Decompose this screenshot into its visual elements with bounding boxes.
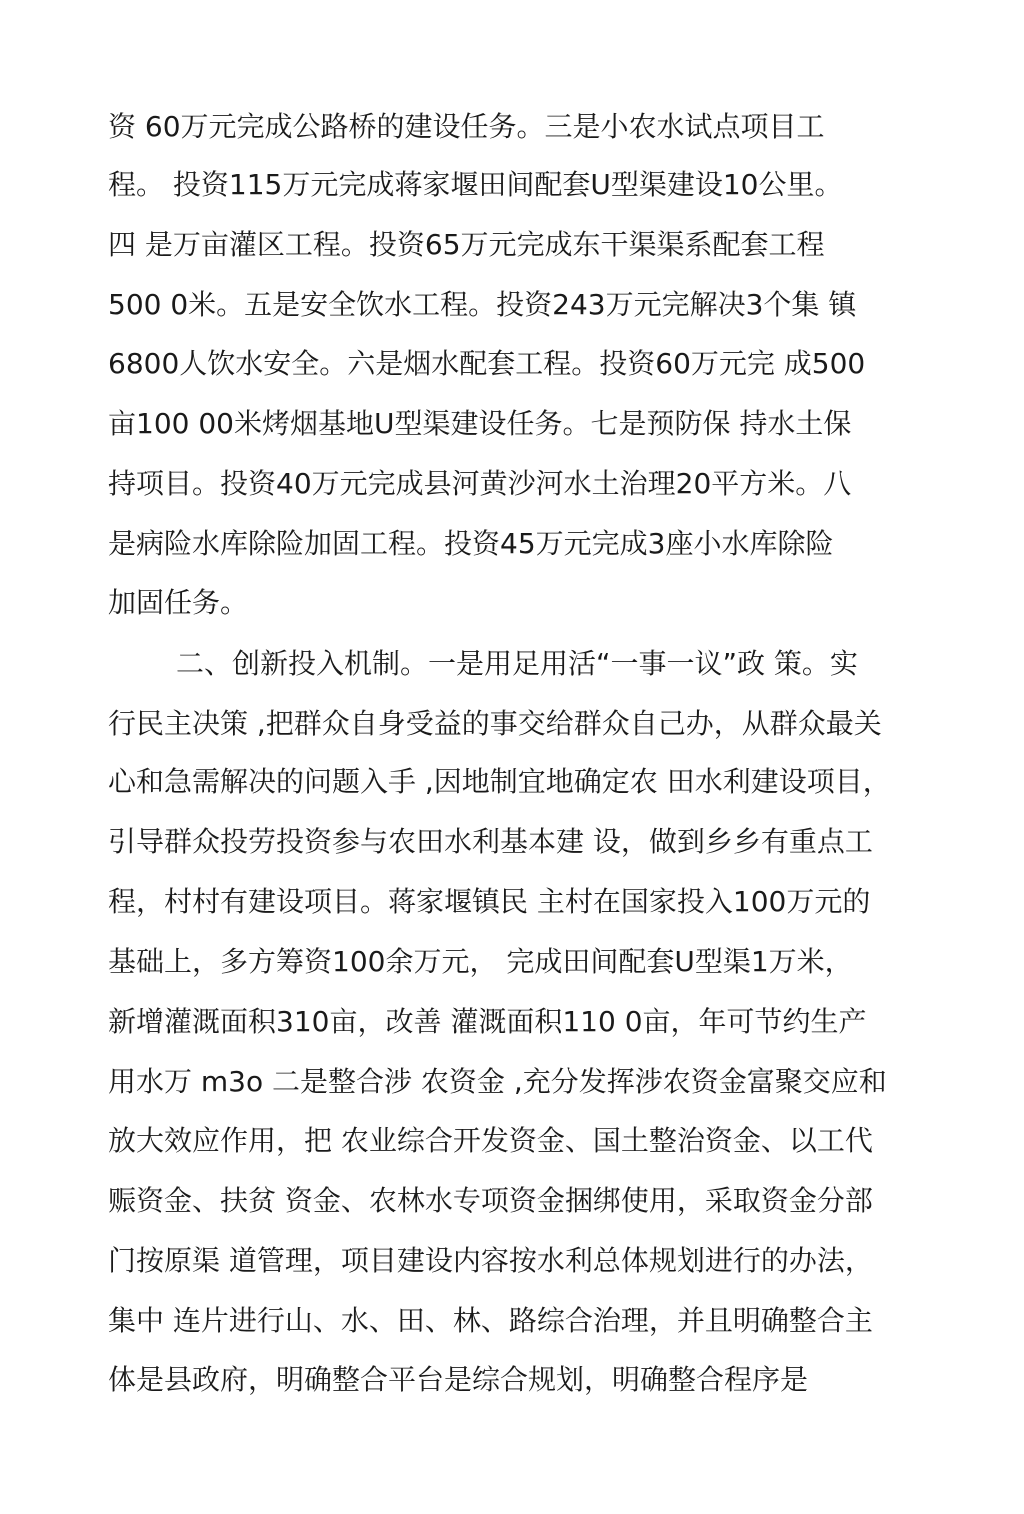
text-line: 500 0米。五是安全饮水工程。投资243万元完解决3个集 镇 xyxy=(108,288,857,321)
paragraph-heading-line: 二、创新投入机制。一是用足用活“一事一议”政 策。实 xyxy=(176,647,858,680)
text-line: 集中 连片进行山、水、田、林、路综合治理，并且明确整合主 xyxy=(108,1304,873,1337)
text-line: 是病险水库除险加固工程。投资45万元完成3座小水库除险 xyxy=(108,527,834,560)
text-line: 引导群众投劳投资参与农田水利基本建 设，做到乡乡有重点工 xyxy=(108,825,873,858)
text-line: 资 60万元完成公路桥的建设任务。三是小农水试点项目工 xyxy=(108,110,825,143)
text-line: 亩100 00米烤烟基地U型渠建设任务。七是预防保 持水土保 xyxy=(108,407,852,440)
text-line: 程。 投资115万元完成蒋家堰田间配套U型渠建设10公里。 xyxy=(108,168,843,201)
text-line: 6800人饮水安全。六是烟水配套工程。投资60万元完 成500 xyxy=(108,347,866,380)
text-line: 用水万 m3o 二是整合涉 农资金 ,充分发挥涉农资金富聚交应和 xyxy=(108,1065,887,1098)
text-line: 基础上，多方筹资100余万元， 完成田间配套U型渠1万米， xyxy=(108,945,853,978)
text-line: 门按原渠 道管理，项目建设内容按水利总体规划进行的办法， xyxy=(108,1244,873,1277)
text-line: 新增灌溉面积310亩，改善 灌溉面积110 0亩，年可节约生产 xyxy=(108,1005,867,1038)
text-line: 程，村村有建设项目。蒋家堰镇民 主村在国家投入100万元的 xyxy=(108,885,871,918)
text-line: 四 是万亩灌区工程。投资65万元完成东干渠渠系配套工程 xyxy=(108,228,825,261)
text-line: 心和急需解决的问题入手 ,因地制宜地确定农 田水利建设项目， xyxy=(108,765,891,798)
text-line: 持项目。投资40万元完成县河黄沙河水土治理20平方米。八 xyxy=(108,467,852,500)
text-line: 放大效应作用，把 农业综合开发资金、国土整治资金、以工代 xyxy=(108,1124,873,1157)
text-line: 行民主决策 ,把群众自身受益的事交给群众自己办，从群众最关 xyxy=(108,707,882,740)
text-line: 加固任务。 xyxy=(108,586,249,619)
text-line: 赈资金、扶贫 资金、农林水专项资金捆绑使用，采取资金分部 xyxy=(108,1184,873,1217)
text-line: 体是县政府，明确整合平台是综合规划，明确整合程序是 xyxy=(108,1363,809,1396)
